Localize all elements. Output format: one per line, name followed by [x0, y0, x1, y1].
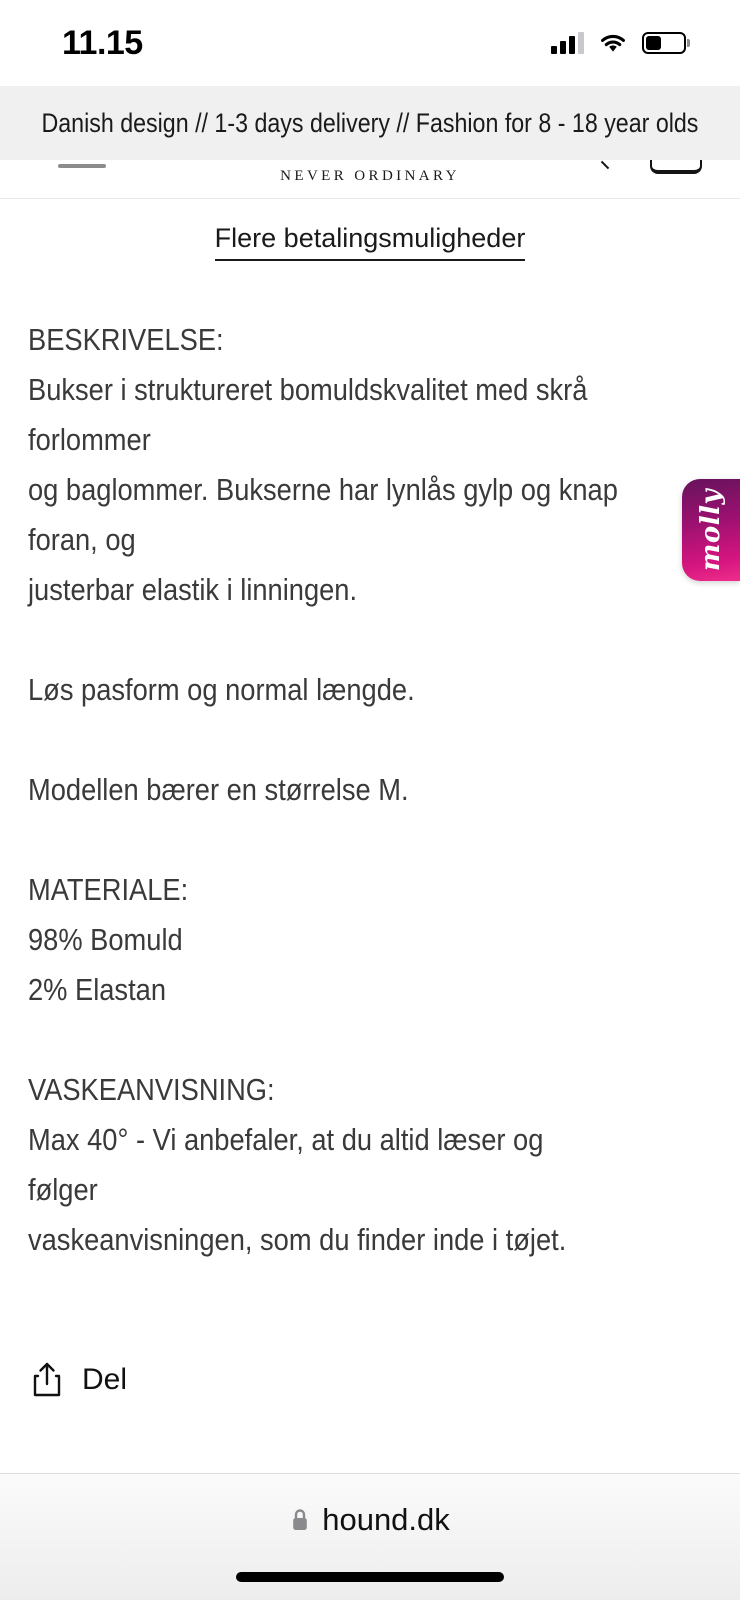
- home-indicator[interactable]: [236, 1572, 504, 1582]
- status-bar-icons: [551, 32, 686, 54]
- description-line-2: og baglommer. Bukserne har lynlås gylp og knap foran, og: [28, 472, 618, 557]
- site-tagline: NEVER ORDINARY: [280, 168, 460, 184]
- payment-options-row: [0, 199, 740, 261]
- announcement-bar: [0, 86, 740, 160]
- model-note: Modellen bærer en størrelse M.: [28, 772, 409, 807]
- status-bar: [0, 0, 740, 86]
- description-heading: BESKRIVELSE:: [28, 322, 224, 357]
- battery-icon: [642, 32, 686, 54]
- share-button[interactable]: [0, 1265, 740, 1399]
- search-icon[interactable]: [600, 164, 608, 172]
- share-icon: [30, 1361, 64, 1399]
- lock-icon: [290, 1507, 310, 1533]
- announcement-text: Danish design // 1-3 days delivery // Fashion for 8 - 18 year olds: [41, 107, 699, 138]
- wash-line-2: vaskeanvisningen, som du finder inde i tøjet.: [28, 1222, 567, 1257]
- material-line-1: 98% Bomuld: [28, 922, 183, 957]
- site-header: [0, 160, 740, 198]
- molly-widget-tab[interactable]: [682, 479, 740, 581]
- wifi-icon: [598, 32, 628, 54]
- description-line-1: Bukser i struktureret bomuldskvalitet med skrå forlommer: [28, 372, 588, 457]
- shopping-bag-icon[interactable]: [650, 160, 702, 174]
- product-description-section: [0, 199, 740, 1591]
- material-line-2: 2% Elastan: [28, 972, 167, 1007]
- wash-heading: VASKEANVISNING:: [28, 1072, 275, 1107]
- material-heading: MATERIALE:: [28, 872, 189, 907]
- status-bar-time: 11.15: [62, 23, 143, 62]
- fit-note: Løs pasform og normal længde.: [28, 672, 415, 707]
- browser-url-text: hound.dk: [322, 1502, 450, 1537]
- browser-bottom-bar: [0, 1473, 740, 1600]
- cellular-bars-icon: [551, 32, 584, 54]
- browser-url-bar[interactable]: [0, 1474, 740, 1538]
- wash-line-1: Max 40° - Vi anbefaler, at du altid læser og følger: [28, 1122, 544, 1207]
- molly-widget-label: molly: [696, 488, 726, 572]
- description-block: [0, 261, 740, 1265]
- share-label: Del: [82, 1363, 128, 1396]
- more-payment-options-link[interactable]: Flere betalingsmuligheder: [215, 223, 526, 261]
- description-line-3: justerbar elastik i linningen.: [28, 572, 358, 607]
